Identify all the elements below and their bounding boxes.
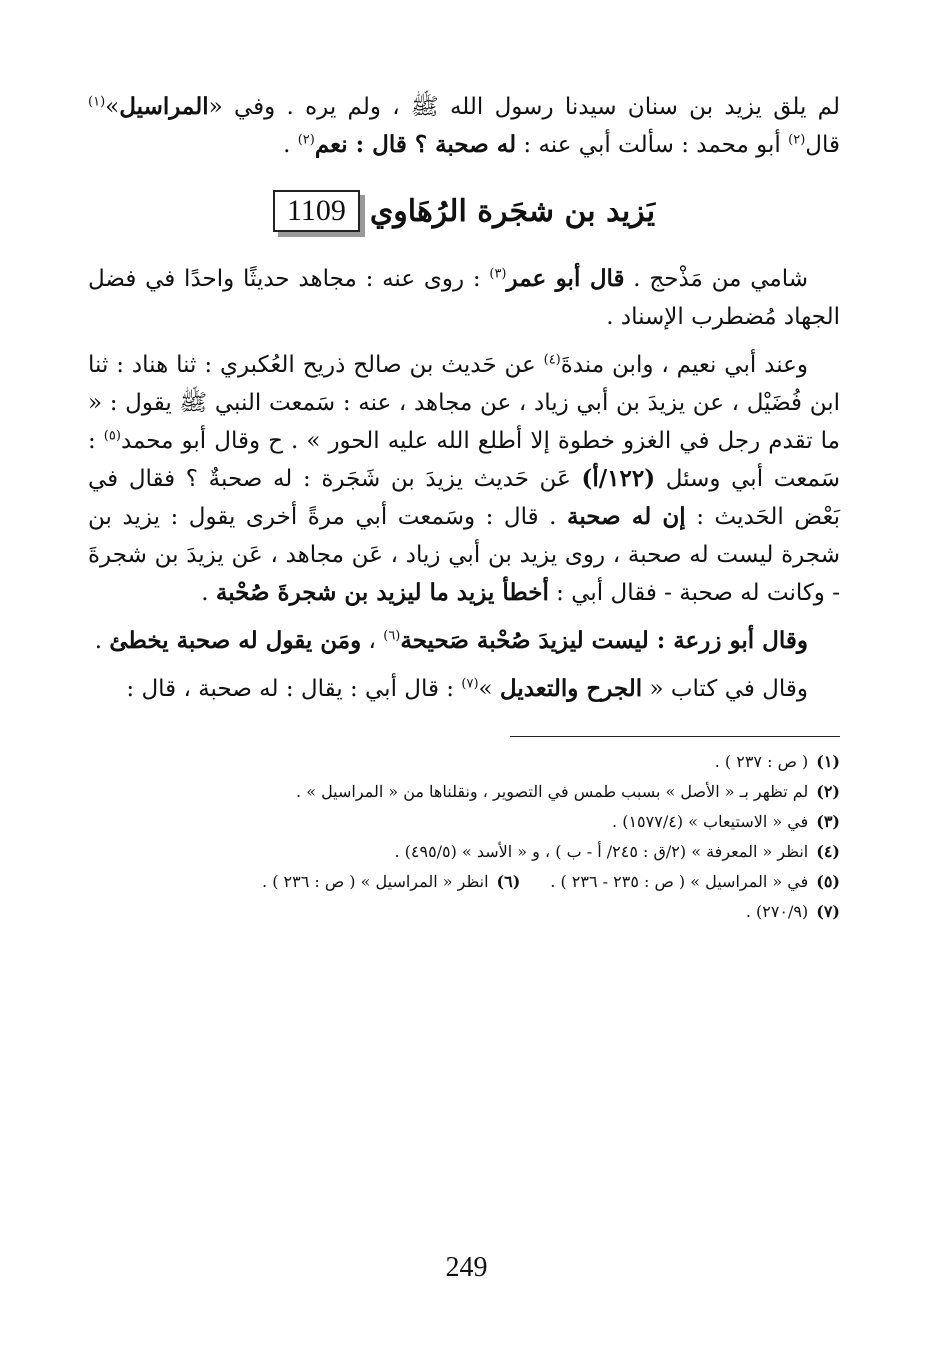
page-number: 249 [445,1252,488,1283]
footnote-text: لم تظهر بـ « الأصل » بسبب طمس في التصوير ، ونقلناها من « المراسيل » . [296,782,809,801]
footnote-number: (٥) [816,872,840,891]
intro-end: . [283,132,298,158]
p1-bold: قال أبو عمر [506,265,625,292]
entry-name: يَزيد بن شجَرة الرُهَاوي [369,193,656,229]
p4-text-a: وقال في كتاب « [642,676,808,702]
p2-bold-1: إن له صحبة [567,503,686,530]
p2-text-f: . [201,580,216,606]
p4-bold: الجرح والتعديل [499,675,643,702]
footnote-text: في « المراسيل » ( ص : ٢٣٥ - ٢٣٦ ) . [550,872,809,891]
footnote-text: انظر « المعرفة » (٢/ق : ٢٤٥/ أ - ب ) ، و « الأسد » (٤٩٥/٥) . [394,842,809,861]
footnote-text: (٢٧٠/٩) . [745,902,809,921]
p3-bold-a: وقال أبو زرعة : ليست ليزيدَ صُحْبة صَحيحة [400,627,808,654]
p1-text-b: : روى عنه : مجاهد حديثًا واحدًا في فضل الجهاد مُضطرب الإسناد . [88,266,840,330]
paragraph-3 [88,622,840,660]
p3-end: . [94,628,110,654]
footnote-number: (٧) [816,902,840,921]
intro-marasil: المراسيل [119,93,209,120]
p3-bold-b: ومَن يقول له صحبة يخطئ [109,627,362,654]
intro-paragraph [88,88,840,164]
p2-text-b: عن حَديث بن صالح ذريح العُكبري : ثنا هناد : ثنا ابن فُضَيْل ، عن يزيدَ بن أبي زياد ، عن مجاهد ، عنه : سَمعت النبي ﷺ يقول : « ما تقدم رجل في الغزو خطوة إلا أطلع الله عليه الحور » . ح وقال أبو محمد [88,352,841,454]
intro-question: له صحبة ؟ قال : نعم [314,131,517,158]
footnote-3 [88,807,840,837]
intro-quote: » [105,94,120,120]
page-body [88,88,840,927]
footnote-ref-4: (٤) [543,352,561,368]
footnote-5-6 [88,867,840,897]
paragraph-1 [88,260,840,336]
footnote-ref-1: (١) [88,94,106,110]
p2-text-e: . قال : وسَمعت أبي مرةً أخرى يقول : يزيد بن شجرة ليست له صحبة ، روى يزيد بن أبي زياد ، عَن مجاهد ، عَن يزيدَ بن شجرةَ - وكانت له صحبة - فقال أبي : [88,504,840,606]
paragraph-4 [88,670,840,708]
entry-number: 1109 [273,190,360,232]
footnote-ref-2: (٢) [788,132,806,148]
footnote-number: (٣) [816,812,840,831]
p2-bold-2: أخطأ يزيد ما ليزيد بن شجرةَ صُحْبة [215,579,549,606]
intro-text-1: لم يلق يزيد بن سنان سيدنا رسول الله ﷺ ، ولم يره . وفي « [208,94,840,120]
footnote-ref-6: (٦) [383,628,401,644]
intro-text-2: قال [805,132,840,158]
entry-header [88,190,840,232]
footnote-4 [88,837,840,867]
footnote-number: (٢) [816,782,840,801]
footnote-divider [510,736,840,737]
footnote-ref-2b: (٢) [297,132,315,148]
footnote-7 [88,897,840,927]
p2-text-c: : سَمعت أبي وسئل [88,428,840,492]
p2-text-a: وعند أبي نعيم ، وابن مندةَ [560,352,808,378]
p4-text-b: » [478,676,500,702]
p3-mid: ، [361,628,384,654]
intro-text-3: أبو محمد : سألت أبي عنه : [516,132,789,158]
p4-text-c: : قال أبي : يقال : له صحبة ، قال : [126,676,462,702]
footnote-1 [88,747,840,777]
footnote-ref-7: (٧) [461,676,479,692]
footnote-number: (٦) [496,872,521,891]
footnote-ref-5: (٥) [103,428,121,444]
footnote-number: (٤) [816,842,840,861]
footnote-2 [88,777,840,807]
footnote-ref-3: (٣) [489,266,507,282]
footnote-text: انظر « المراسيل » ( ص : ٢٣٦ ) . [262,872,489,891]
footnote-number: (١) [816,752,840,771]
footnote-text: في « الاستيعاب » (١٥٧٧/٤) . [612,812,809,831]
p1-text-a: شامي من مَذْحج . [624,266,808,292]
paragraph-2 [88,346,840,612]
p2-manuscript-ref: (١٢٢/أ) [581,465,656,492]
footnotes [88,747,840,927]
p2-text-d: عَن حَديث يزيدَ بن شَجَرة : له صحبةٌ ؟ فقال في بَعْض الحَديث : [88,466,840,530]
footnote-text: ( ص : ٢٣٧ ) . [714,752,809,771]
